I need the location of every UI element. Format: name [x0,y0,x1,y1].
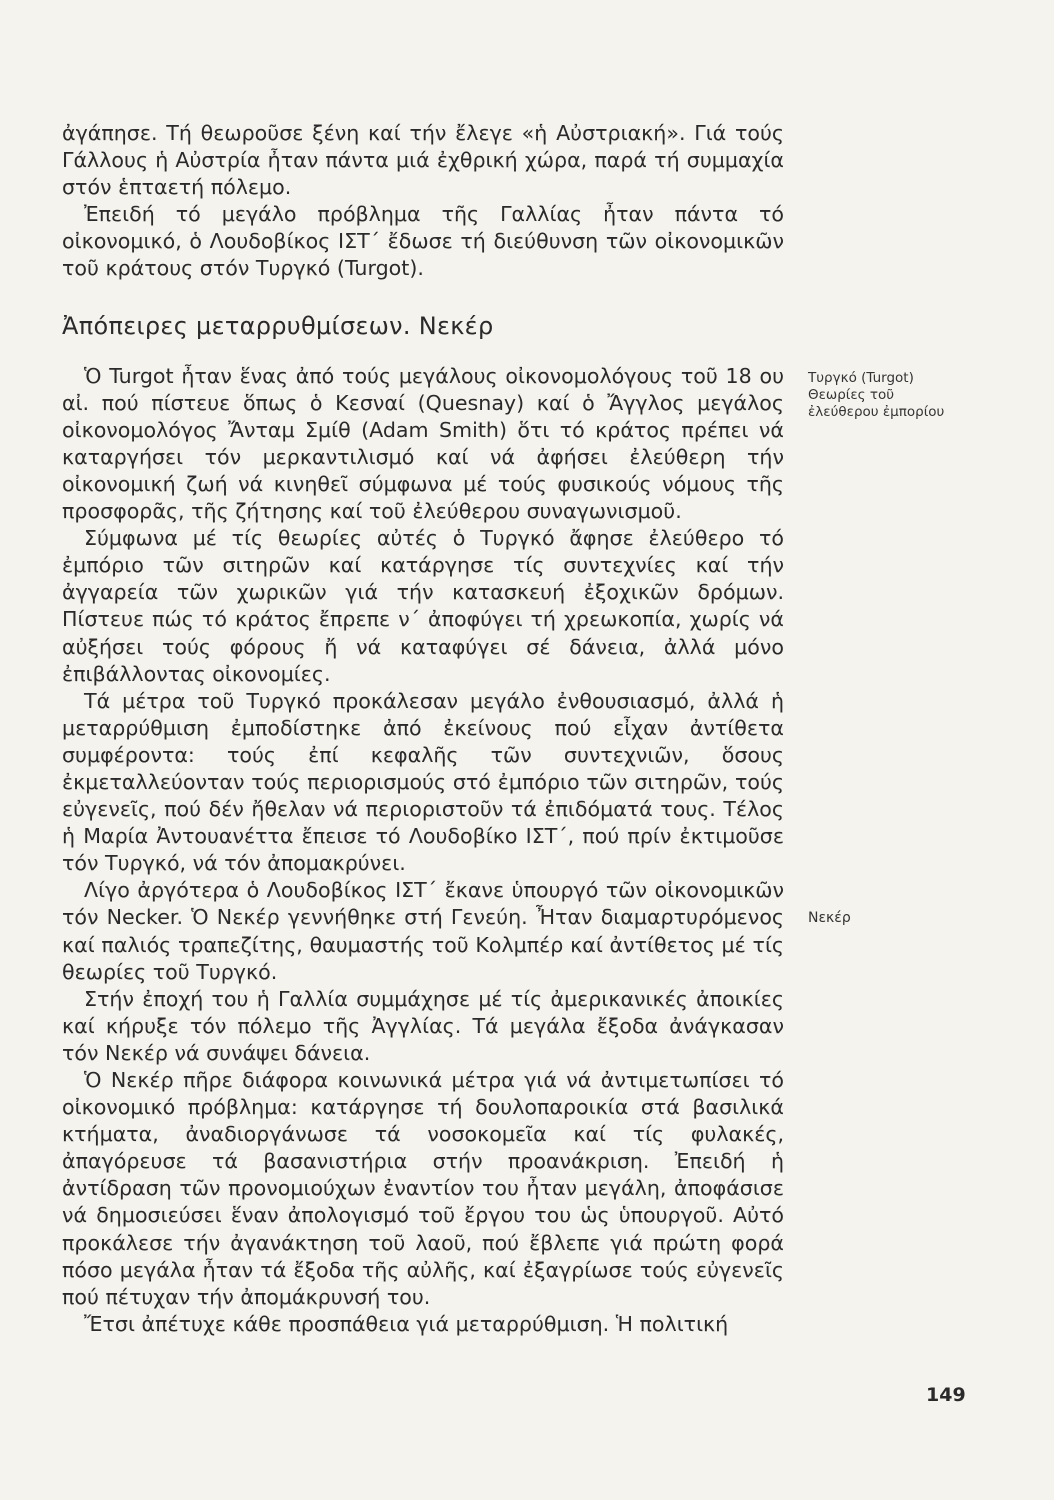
margin-note-turgot [808,370,1008,421]
section-paragraph-1: Ὁ Turgot ἦταν ἕνας ἀπό τούς μεγάλους οἰκονομολόγους τοῦ 18 ου αἰ. πού πίστευε ὅπως ὁ Κεσναί (Quesnay) καί ὁ Ἄγγλος μεγάλος οἰκονομολόγος Ἄνταμ Σμίθ (Adam Smith) ὅτι τό κράτος πρέπει νά καταργήσει τόν μερκαντιλισμό καί νά ἀφήσει ἐλεύθερη τήν οἰκονομική ζωή νά κινηθεῖ σύμφωνα μέ τούς φυσικούς νόμους τῆς προσφορᾶς, τῆς ζήτησης καί τοῦ ἐλεύθερου συναγωνισμοῦ. [62,363,784,524]
margin-note-line: Τυργκό (Turgot) [808,370,914,386]
section-paragraph-6: Ὁ Νεκέρ πῆρε διάφορα κοινωνικά μέτρα γιά νά ἀντιμετωπίσει τό οἰκονομικό πρόβλημα: κατάργησε τή δουλοπαροικία στά βασιλικά κτήματα, ἀναδιοργάνωσε τά νοσοκομεῖα καί τίς φυλακές, ἀπαγόρευσε τά βασανιστήρια στήν προανάκριση. Ἐπειδή ἡ ἀντίδραση τῶν προνομιούχων ἐναντίον του ἦταν μεγάλη, ἀποφάσισε νά δημοσιεύσει ἕναν ἀπολογισμό τοῦ ἔργου του ὡς ὑπουργοῦ. Αὐτό προκάλεσε τήν ἀγανάκτηση τοῦ λαοῦ, πού ἔβλεπε γιά πρώτη φορά πόσο μεγάλα ἦταν τά ἔξοδα τῆς αὐλῆς, καί ἐξαγρίωσε τούς εὐγενεῖς πού πέτυχαν τήν ἀπομάκρυνσή του. [62,1068,784,1309]
intro-paragraph-2: Ἐπειδή τό μεγάλο πρόβλημα τῆς Γαλλίας ἦταν πάντα τό οἰκονομικό, ὁ Λουδοβίκος ΙΣΤ΄ ἔδωσε τή διεύθυνση τῶν οἰκονομικῶν τοῦ κράτους στόν Τυργκό (Turgot). [62,202,784,281]
margin-note-necker: Νεκέρ [808,910,851,926]
main-text-column [62,120,784,1338]
section-title: Ἀπόπειρες μεταρρυθμίσεων. Νεκέρ [62,311,494,340]
section-paragraph-2: Σύμφωνα μέ τίς θεωρίες αὐτές ὁ Τυργκό ἄφησε ἐλεύθερο τό ἐμπόριο τῶν σιτηρῶν καί κατάργησε τίς συντεχνίες καί τήν ἀγγαρεία τῶν χωρικῶν γιά τήν κατασκευή ἐξοχικῶν δρόμων. Πίστευε πώς τό κράτος ἔπρεπε ν΄ ἀποφύγει τή χρεωκοπία, χωρίς νά αὐξήσει τούς φόρους ἤ νά καταφύγει σέ δάνεια, ἀλλά μόνο ἐπιβάλλοντας οἰκονομίες. [62,526,784,686]
page-number: 149 [926,1384,966,1406]
section-paragraph-4: Λίγο ἀργότερα ὁ Λουδοβίκος ΙΣΤ΄ ἔκανε ὑπουργό τῶν οἰκονομικῶν τόν Necker. Ὁ Νεκέρ γεννήθηκε στή Γενεύη. Ἦταν διαμαρτυρόμενος καί παλιός τραπεζίτης, θαυμαστής τοῦ Κολμπέρ καί ἀντίθετος μέ τίς θεωρίες τοῦ Τυργκό. [62,878,784,984]
section-paragraph-5: Στήν ἐποχή του ἡ Γαλλία συμμάχησε μέ τίς ἀμερικανικές ἀποικίες καί κήρυξε τόν πόλεμο τῆς Ἀγγλίας. Τά μεγάλα ἔξοδα ἀνάγκασαν τόν Νεκέρ νά συνάψει δάνεια. [62,986,784,1065]
section-paragraph-7: Ἔτσι ἀπέτυχε κάθε προσπάθεια γιά μεταρρύθμιση. Ἡ πολιτική [84,1311,729,1336]
intro-paragraph-1: ἀγάπησε. Τή θεωροῦσε ξένη καί τήν ἔλεγε «ἡ Αὐστριακή». Γιά τούς Γάλλους ἡ Αὐστρία ἦταν πάντα μιά ἐχθρική χώρα, παρά τή συμμαχία στόν ἑπταετή πόλεμο. [62,121,784,200]
margin-note-line: ἐλεύθερου ἐμπορίου [808,404,945,420]
margin-note-line: Θεωρίες τοῦ [808,387,895,403]
section-paragraph-3: Τά μέτρα τοῦ Τυργκό προκάλεσαν μεγάλο ἐνθουσιασμό, ἀλλά ἡ μεταρρύθμιση ἐμποδίστηκε ἀπό ἐκείνους πού εἶχαν ἀντίθετα συμφέροντα: τούς ἐπί κεφαλῆς τῶν συντεχνιῶν, ὅσους ἐκμεταλλεύονταν τούς περιορισμούς στό ἐμπόριο τῶν σιτηρῶν, τούς εὐγενεῖς, πού δέν ἤθελαν νά περιοριστοῦν τά ἐπιδόματά τους. Τέλος ἡ Μαρία Ἀντουανέττα ἔπεισε τό Λουδοβίκο ΙΣΤ΄, πού πρίν ἐκτιμοῦσε τόν Τυργκό, νά τόν ἀπομακρύνει. [62,688,784,876]
